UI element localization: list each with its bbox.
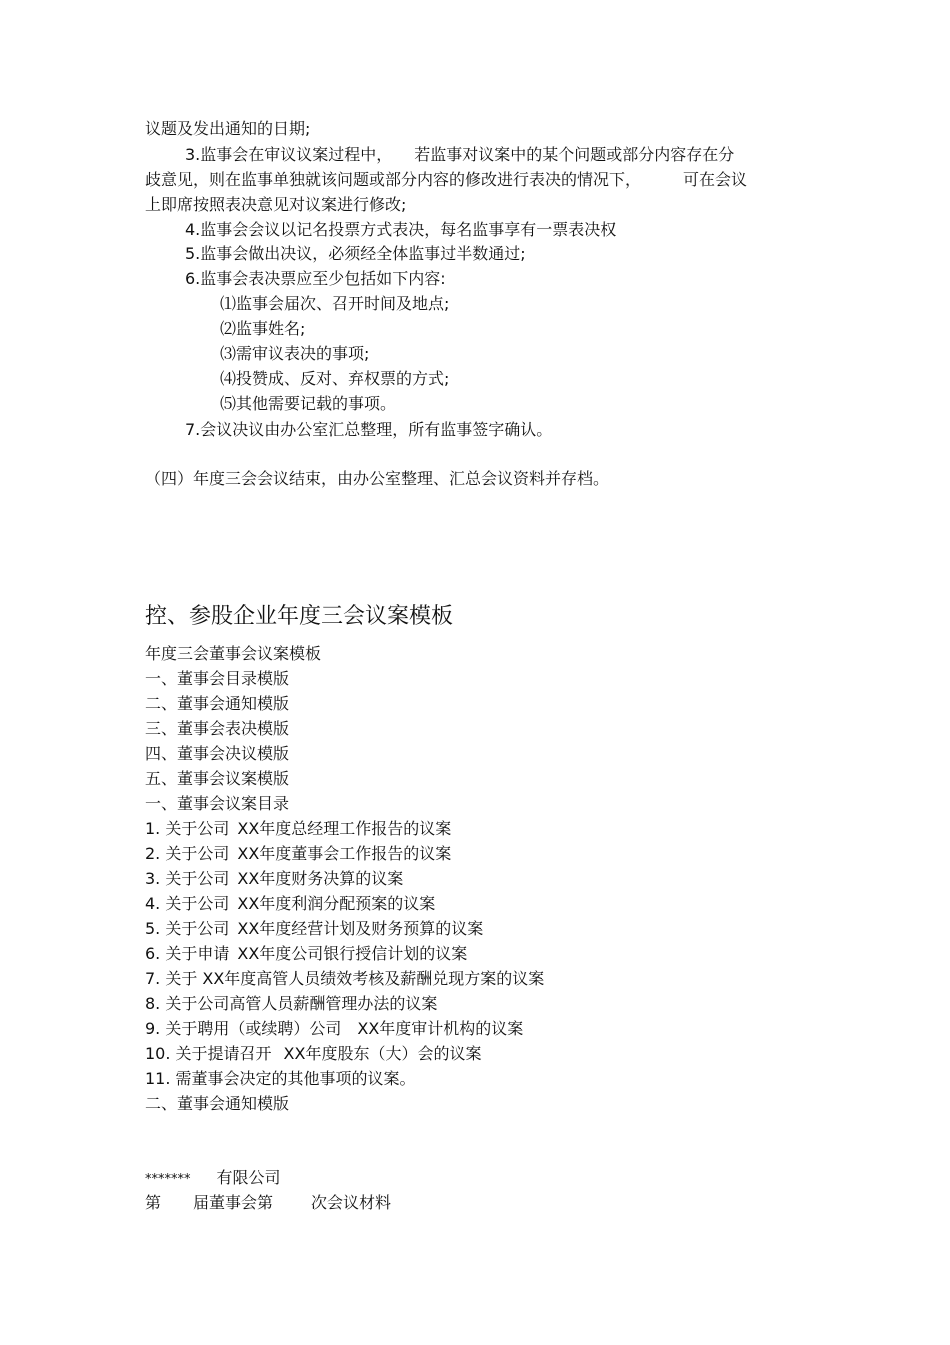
agenda-prefix: 9. 关于聘用（或续聘）公司 bbox=[145, 1019, 342, 1038]
rule-item-3 bbox=[185, 144, 734, 166]
agenda-item bbox=[145, 1043, 481, 1065]
rule-item-7: 7.会议决议由办公室汇总整理，所有监事签字确认。 bbox=[185, 420, 553, 439]
company-name-line bbox=[145, 1167, 281, 1191]
rule-item-3-end: 上即席按照表决意见对议案进行修改; bbox=[145, 195, 407, 214]
agenda-prefix: 3. 关于公司 bbox=[145, 869, 230, 888]
agenda-rest: XX年度经营计划及财务预算的议案 bbox=[237, 919, 484, 938]
ballot-content-2: ⑵监事姓名; bbox=[220, 319, 306, 338]
rule-item-5: 5.监事会做出决议，必须经全体监事过半数通过; bbox=[185, 244, 526, 263]
agenda-prefix: 7. 关于 bbox=[145, 969, 198, 988]
agenda-item bbox=[145, 843, 451, 865]
rule-item-4: 4.监事会会议以记名投票方式表决，每名监事享有一票表决权 bbox=[185, 220, 617, 239]
subtitle: 年度三会董事会议案模板 bbox=[145, 644, 322, 663]
toc-item: 五、董事会议案模版 bbox=[145, 769, 290, 788]
agenda-item bbox=[145, 1068, 416, 1090]
agenda-rest: XX年度利润分配预案的议案 bbox=[237, 894, 436, 913]
ballot-content-3: ⑶需审议表决的事项; bbox=[220, 344, 370, 363]
company-suffix: 有限公司 bbox=[216, 1168, 281, 1187]
toc-item: 二、董事会通知模版 bbox=[145, 694, 290, 713]
rule-item-3-part-b: 若监事对议案中的某个问题或部分内容存在分 bbox=[414, 145, 735, 164]
agenda-rest: XX年度高管人员绩效考核及薪酬兑现方案的议案 bbox=[202, 969, 545, 988]
rule-item-3-cont bbox=[145, 169, 747, 191]
agenda-rest: XX年度总经理工作报告的议案 bbox=[237, 819, 452, 838]
catalog-title: 一、董事会议案目录 bbox=[145, 794, 290, 813]
agenda-item bbox=[145, 1018, 523, 1040]
company-mask: ******* bbox=[145, 1172, 191, 1187]
agenda-item bbox=[145, 968, 544, 990]
agenda-prefix: 8. 关于公司高管人员薪酬管理办法的议案 bbox=[145, 994, 438, 1013]
notice-title: 二、董事会通知模版 bbox=[145, 1094, 290, 1113]
session-line bbox=[145, 1192, 391, 1214]
section-four: （四）年度三会会议结束，由办公室整理、汇总会议资料并存档。 bbox=[145, 469, 610, 488]
session-prefix: 第 bbox=[145, 1193, 162, 1212]
agenda-item bbox=[145, 893, 435, 915]
agenda-item bbox=[145, 818, 451, 840]
agenda-prefix: 5. 关于公司 bbox=[145, 919, 230, 938]
rule-item-3-part-c: 歧意见，则在监事单独就该问题或部分内容的修改进行表决的情况下， bbox=[145, 170, 642, 189]
ballot-content-5: ⑸其他需要记载的事项。 bbox=[220, 394, 397, 413]
toc-item: 三、董事会表决模版 bbox=[145, 719, 290, 738]
rule-item-6: 6.监事会表决票应至少包括如下内容: bbox=[185, 269, 446, 288]
rule-item-3-part-a: 3.监事会在审议议案过程中， bbox=[185, 145, 393, 164]
agenda-rest: XX年度公司银行授信计划的议案 bbox=[237, 944, 468, 963]
page-title: 控、参股企业年度三会议案模板 bbox=[145, 604, 454, 629]
toc-item: 一、董事会目录模版 bbox=[145, 669, 290, 688]
session-material: 次会议材料 bbox=[311, 1193, 392, 1212]
agenda-rest: XX年度审计机构的议案 bbox=[357, 1019, 524, 1038]
agenda-rest: XX年度股东（大）会的议案 bbox=[283, 1044, 482, 1063]
agenda-prefix: 2. 关于公司 bbox=[145, 844, 230, 863]
rule-item-3-part-d: 可在会议 bbox=[683, 170, 748, 189]
ballot-content-4: ⑷投赞成、反对、弃权票的方式; bbox=[220, 369, 450, 388]
agenda-prefix: 4. 关于公司 bbox=[145, 894, 230, 913]
agenda-prefix: 6. 关于申请 bbox=[145, 944, 230, 963]
ballot-content-1: ⑴监事会届次、召开时间及地点; bbox=[220, 294, 450, 313]
session-board: 届董事会第 bbox=[193, 1193, 274, 1212]
agenda-rest: XX年度董事会工作报告的议案 bbox=[237, 844, 452, 863]
agenda-item bbox=[145, 993, 437, 1015]
agenda-rest: XX年度财务决算的议案 bbox=[237, 869, 404, 888]
agenda-item bbox=[145, 868, 403, 890]
agenda-prefix: 10. 关于提请召开 bbox=[145, 1044, 272, 1063]
agenda-prefix: 11. 需董事会决定的其他事项的议案。 bbox=[145, 1069, 416, 1088]
toc-item: 四、董事会决议模版 bbox=[145, 744, 290, 763]
agenda-item bbox=[145, 943, 467, 965]
agenda-item bbox=[145, 918, 483, 940]
paragraph-line: 议题及发出通知的日期; bbox=[145, 119, 311, 138]
agenda-prefix: 1. 关于公司 bbox=[145, 819, 230, 838]
